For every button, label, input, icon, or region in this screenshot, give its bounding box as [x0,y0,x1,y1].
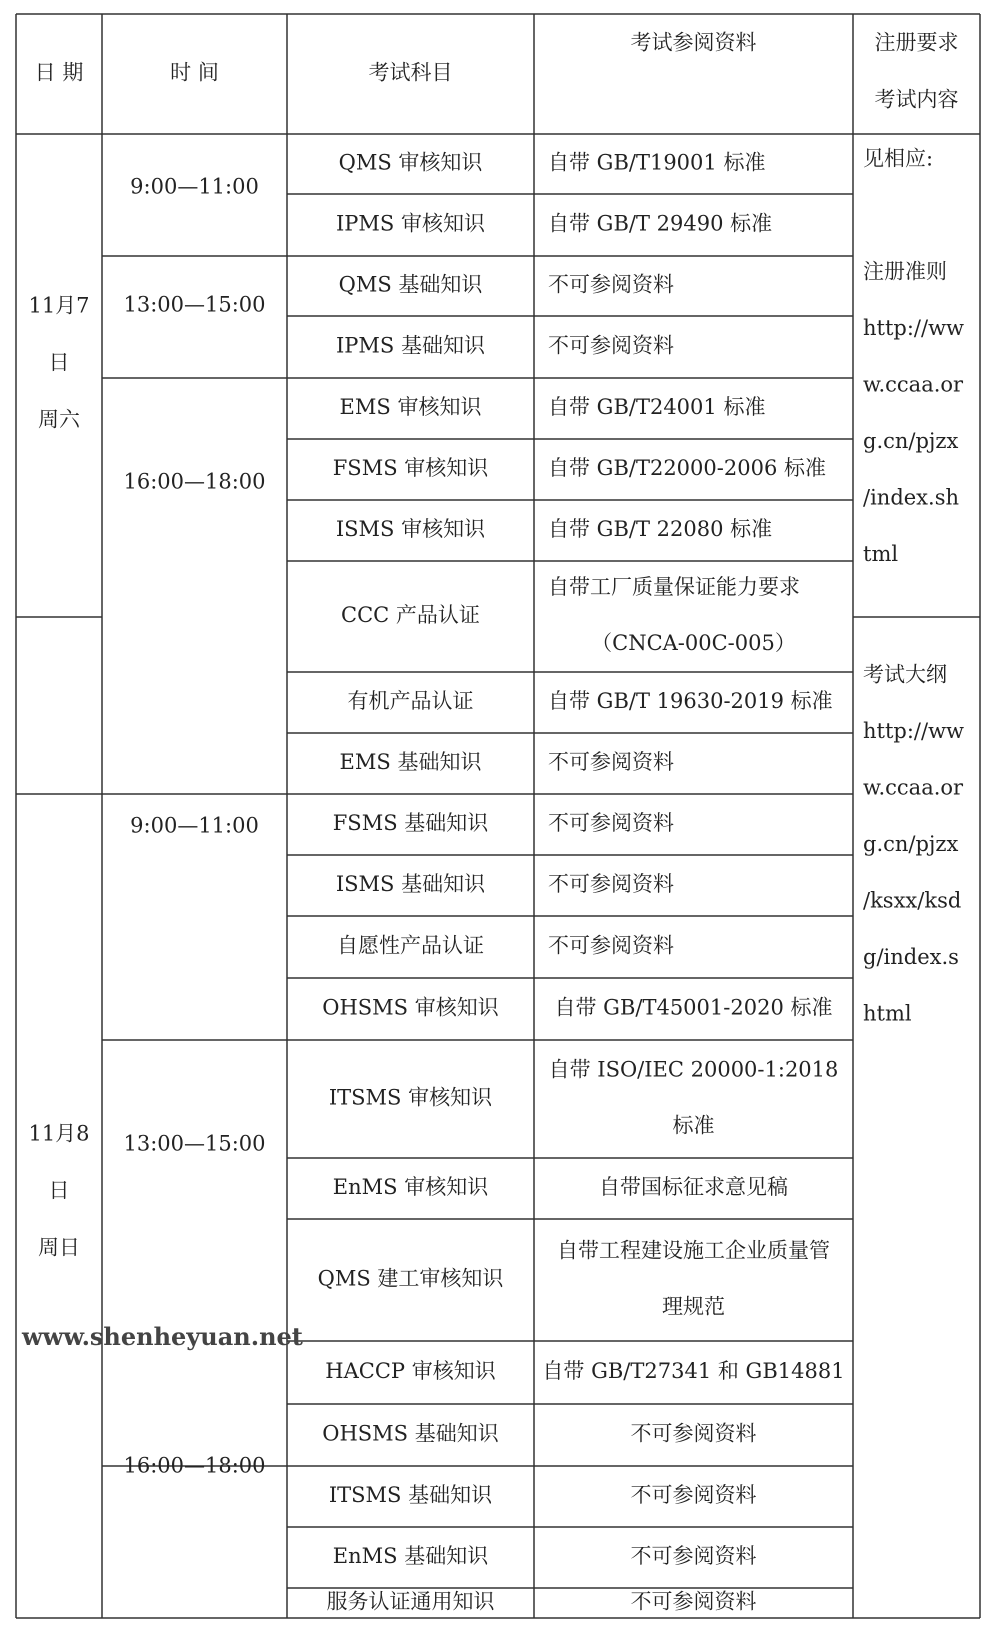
subject-cell: 服务认证通用知识 [326,1589,495,1614]
time-cell: 9:00—11:00 [130,813,259,838]
table-text [28,31,964,1614]
reference-cell-line: 理规范 [662,1294,725,1319]
subject-cell: ITSMS 审核知识 [328,1085,493,1110]
header-time: 时 间 [170,60,219,85]
subject-cell: HACCP 审核知识 [325,1359,496,1383]
date-cell-line: 11月8 [28,1121,90,1146]
header-subject: 考试科目 [368,60,453,85]
requirements-cell-line: /index.sh [863,485,960,510]
requirements-cell-line: 考试大纲 [863,662,947,687]
reference-cell-line: 自带工程建设施工企业质量管 [557,1238,830,1263]
date-cell-line: 日 [48,350,70,375]
subject-cell: QMS 建工审核知识 [317,1266,504,1291]
subject-cell: ISMS 基础知识 [335,872,486,896]
date-cell-line: 周日 [38,1235,80,1260]
reference-cell-line: 自带 GB/T27341 和 GB14881 [542,1359,845,1383]
reference-cell-line: 不可参阅资料 [548,811,674,835]
requirements-cell-line: /ksxx/ksd [863,888,962,913]
requirements-cell-line: w.ccaa.or [863,775,964,800]
reference-cell-line: 不可参阅资料 [548,750,674,774]
requirements-cell-line: http://ww [863,316,965,340]
subject-cell: EMS 审核知识 [339,395,482,419]
subject-cell: FSMS 审核知识 [332,456,489,480]
requirements-cell-line: w.ccaa.or [863,372,964,397]
requirements-cell-line: tml [863,542,899,566]
reference-cell-line: 标准 [672,1113,715,1138]
reference-cell-line: （CNCA-00C-005） [591,631,796,655]
subject-cell: EMS 基础知识 [339,750,482,774]
date-cell-line: 日 [48,1178,70,1203]
requirements-cell-line: http://ww [863,719,965,743]
date-cell-line: 11月7 [28,293,90,318]
reference-cell-line: 自带 GB/T19001 标准 [548,150,766,175]
time-cell: 13:00—15:00 [123,292,266,317]
requirements-cell-line: g.cn/pjzx [863,429,959,453]
header-requirements-line: 注册要求 [874,30,959,55]
subject-cell: OHSMS 基础知识 [322,1421,499,1446]
reference-cell-line: 自带工厂质量保证能力要求 [548,575,800,599]
time-cell: 16:00—18:00 [123,469,266,494]
time-cell: 9:00—11:00 [130,174,259,199]
reference-cell-line: 不可参阅资料 [548,333,674,358]
header-date: 日 期 [34,60,84,85]
reference-cell-line: 自带 GB/T45001-2020 标准 [554,995,833,1020]
reference-cell-line: 自带 GB/T 22080 标准 [548,517,773,541]
reference-cell-line: 自带 ISO/IEC 20000-1:2018 [548,1057,839,1082]
reference-cell-line: 自带 GB/T22000-2006 标准 [548,456,826,480]
requirements-cell-line: 注册准则 [863,259,947,284]
reference-cell-line: 不可参阅资料 [630,1421,757,1446]
subject-cell: OHSMS 审核知识 [322,995,499,1020]
header-reference: 考试参阅资料 [630,30,757,55]
subject-cell: IPMS 基础知识 [336,333,485,358]
subject-cell: ITSMS 基础知识 [328,1483,493,1507]
header-requirements-line: 考试内容 [874,87,959,112]
reference-cell-line: 自带 GB/T24001 标准 [548,395,766,419]
reference-cell-line: 自带 GB/T 19630-2019 标准 [548,689,833,713]
requirements-cell-line: 见相应: [863,146,934,171]
subject-cell: EnMS 基础知识 [332,1544,489,1568]
requirements-cell-line: html [863,1001,912,1026]
subject-cell: CCC 产品认证 [341,603,480,627]
reference-cell-line: 不可参阅资料 [630,1544,757,1568]
subject-cell: 有机产品认证 [347,689,474,713]
requirements-cell-line: g.cn/pjzx [863,832,959,856]
subject-cell: QMS 基础知识 [338,272,483,297]
watermark-text: www.shenheyuan.net [22,1322,303,1351]
subject-cell: FSMS 基础知识 [332,811,489,835]
subject-cell: EnMS 审核知识 [332,1175,489,1199]
reference-cell-line: 不可参阅资料 [548,933,674,958]
subject-cell: IPMS 审核知识 [336,211,485,236]
reference-cell-line: 不可参阅资料 [630,1483,757,1507]
subject-cell: QMS 审核知识 [338,150,483,175]
requirements-cell-line: g/index.s [863,945,959,969]
reference-cell-line: 自带 GB/T 29490 标准 [548,211,773,236]
reference-cell-line: 不可参阅资料 [630,1589,757,1614]
subject-cell: 自愿性产品认证 [337,933,484,958]
time-cell: 16:00—18:00 [123,1453,266,1478]
reference-cell-line: 不可参阅资料 [548,872,674,896]
time-cell: 13:00—15:00 [123,1131,266,1156]
subject-cell: ISMS 审核知识 [335,517,486,541]
reference-cell-line: 自带国标征求意见稿 [599,1175,788,1199]
reference-cell-line: 不可参阅资料 [548,272,674,297]
date-cell-line: 周六 [38,407,80,432]
